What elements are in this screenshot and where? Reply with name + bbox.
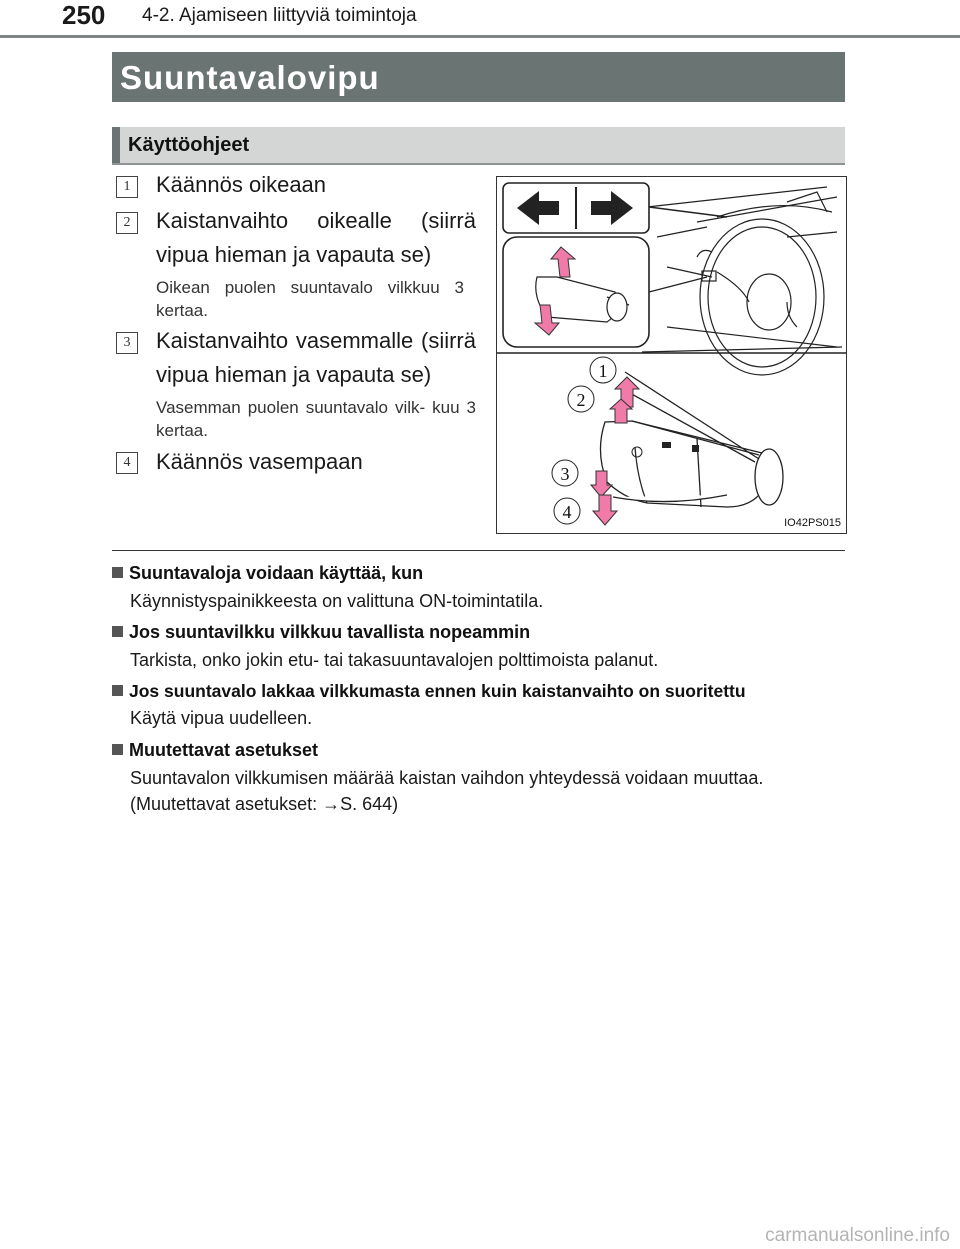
- step-note: Oikean puolen suuntavalo vilkkuu 3 kertaa.: [156, 278, 464, 320]
- step-number: 2: [116, 212, 138, 234]
- page-title: Suuntavalovipu: [120, 59, 380, 96]
- bullet-square-icon: [112, 744, 123, 755]
- callout-3: 3: [560, 464, 570, 484]
- header-rule: [0, 35, 960, 38]
- step-number: 1: [116, 176, 138, 198]
- illustration-drawing: [497, 177, 846, 533]
- section-marker: [112, 127, 120, 163]
- note-body: Tarkista, onko jokin etu- tai takasuuntavalojen polttimoista palanut.: [130, 650, 659, 670]
- step-note: Vasemman puolen suuntavalo vilk- kuu 3 kertaa.: [156, 398, 476, 440]
- bullet-square-icon: [112, 685, 123, 696]
- arrow-down-large-icon: [593, 495, 617, 525]
- note-heading: Jos suuntavilkku vilkkuu tavallista nopeammin: [112, 622, 530, 643]
- step-text: Kaistanvaihto vasemmalle (siirrä vipua hieman ja vapauta se): [156, 328, 476, 387]
- note-heading: Muutettavat asetukset: [112, 740, 318, 761]
- callout-1: 1: [598, 361, 608, 381]
- page-number: 250: [62, 0, 106, 30]
- step-text: Käännös oikeaan: [156, 172, 327, 197]
- note-body: Suuntavalon vilkkumisen määrää kaistan vaihdon yhteydessä voidaan muuttaa.: [130, 768, 764, 788]
- step-text: Käännös vasempaan: [156, 449, 363, 474]
- bullet-square-icon: [112, 567, 123, 578]
- section-divider: [112, 550, 845, 551]
- step-number: 3: [116, 332, 138, 354]
- title-bar: [112, 52, 845, 102]
- note-body: Käynnistyspainikkeesta on valittuna ON-toimintatila.: [130, 591, 544, 611]
- note-heading: Jos suuntavalo lakkaa vilkkumasta ennen kuin kaistanvaihto on suoritettu: [112, 681, 746, 702]
- footer-watermark: carmanualsonline.info: [765, 1225, 950, 1246]
- bullet-square-icon: [112, 626, 123, 637]
- figure-code: IO42PS015: [784, 517, 841, 529]
- section-title: Käyttöohjeet: [128, 134, 250, 156]
- note-body: Käytä vipua uudelleen.: [130, 708, 313, 728]
- step-text: Kaistanvaihto oikealle (siirrä vipua hieman ja vapauta se): [156, 208, 476, 267]
- step-number: 4: [116, 452, 138, 474]
- note-heading: Suuntavaloja voidaan käyttää, kun: [112, 563, 423, 584]
- callout-2: 2: [576, 390, 586, 410]
- section-bar: [112, 127, 845, 165]
- lever-illustration: [496, 176, 847, 534]
- chapter-title: 4-2. Ajamiseen liittyviä toimintoja: [142, 5, 417, 26]
- callout-4: 4: [562, 502, 572, 522]
- note-body-reference: (Muutettavat asetukset: →S. 644): [130, 794, 399, 814]
